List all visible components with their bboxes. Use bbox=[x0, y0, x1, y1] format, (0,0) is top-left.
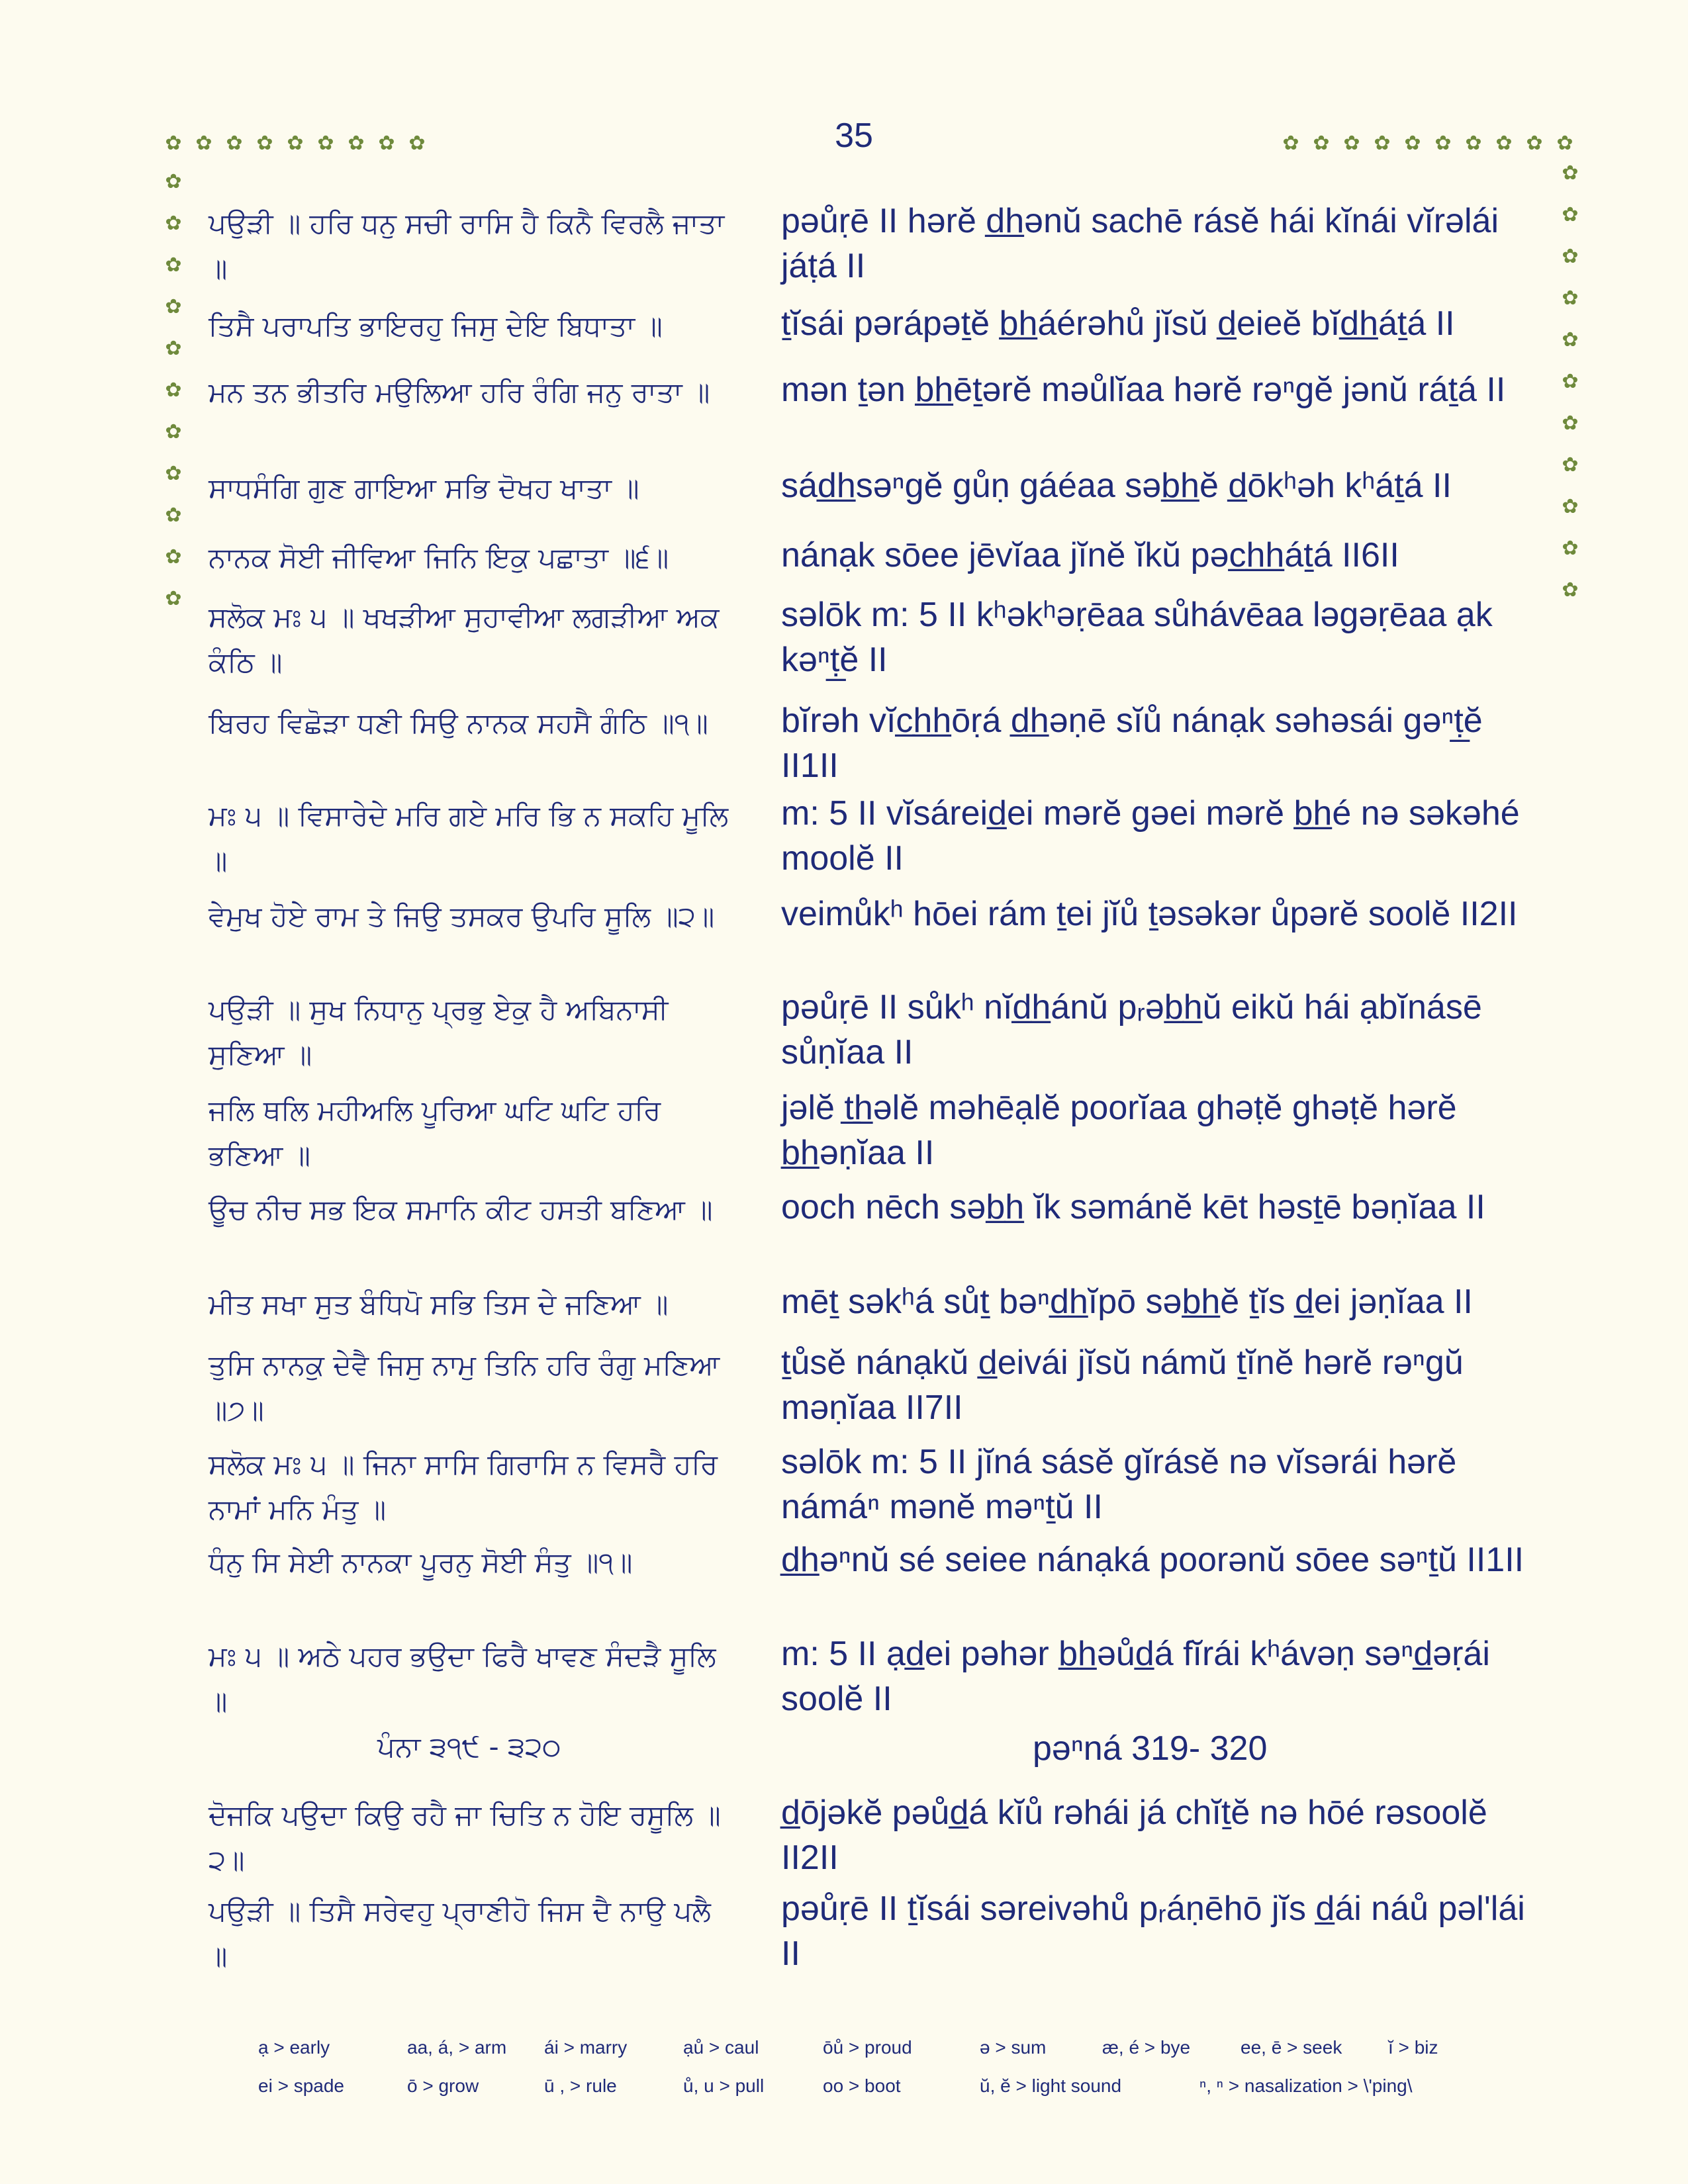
transliteration-line: pəůṛē II hərĕ d̲h̲ənŭ sachē rásĕ hái kĭnái vĭrəlái jáṭá II bbox=[781, 202, 1499, 285]
gurmukhi-line: ਜਲਿ ਥਲਿ ਮਹੀਅਲਿ ਪੂਰਿਆ ਘਟਿ ਘਟਿ ਹਰਿ ਭਣਿਆ ॥ bbox=[209, 1094, 661, 1171]
gurmukhi-line: ਸਲੋਕ ਮਃ ੫ ॥ ਜਿਨਾ ਸਾਸਿ ਗਿਰਾਸਿ ਨ ਵਿਸਰੈ ਹਰਿ ਨਾਮਾਂ ਮਨਿ ਮੰਤੁ ॥ bbox=[209, 1448, 718, 1525]
transliteration-line: ṯĭsái pərápəṯĕ b̲h̲áérəhů jĭsŭ d̲eieĕ bĭd̲h̲áṯá II bbox=[781, 304, 1455, 343]
flower-ornament-icon: ✿ bbox=[1562, 203, 1579, 226]
gurmukhi-line: ਪਉੜੀ ॥ ਸੁਖ ਨਿਧਾਨੁ ਪ੍ਰਭੁ ਏਕੁ ਹੈ ਅਬਿਨਾਸੀ ਸੁਣਿਆ ॥ bbox=[209, 993, 669, 1071]
key-entry: æ, é > bye bbox=[1102, 2037, 1191, 2058]
transliteration-line: ooch nēch səb̲h̲ ĭk səmánĕ kēt həsṯē bəṇĭaa II bbox=[781, 1188, 1485, 1226]
flower-ornament-icon: ✿ bbox=[348, 132, 365, 155]
gurmukhi-line: ਤੁਸਿ ਨਾਨਕੁ ਦੇਵੈ ਜਿਸੁ ਨਾਮੁ ਤਿਨਿ ਹਰਿ ਰੰਗੁ ਮਣਿਆ ॥੭॥ bbox=[209, 1349, 720, 1426]
flower-ornament-icon: ✿ bbox=[165, 420, 182, 443]
flower-ornament-icon: ✿ bbox=[1562, 453, 1579, 477]
gurmukhi-line: ਮਨ ਤਨ ਭੀਤਰਿ ਮਉਲਿਆ ਹਰਿ ਰੰਗਿ ਜਨੁ ਰਾਤਾ ॥ bbox=[209, 376, 710, 408]
flower-ornament-icon: ✿ bbox=[1562, 495, 1579, 518]
key-entry: aa, á, > arm bbox=[407, 2037, 507, 2058]
transliteration-line: m: 5 II vĭsáreid̲ei mərĕ gəei mərĕ b̲h̲é nə səkəhé moolĕ II bbox=[781, 794, 1520, 878]
gurmukhi-line: ਪਉੜੀ ॥ ਤਿਸੈ ਸਰੇਵਹੁ ਪ੍ਰਾਣੀਹੋ ਜਿਸ ਦੈ ਨਾਉ ਪਲੈ ॥ bbox=[209, 1895, 711, 1972]
flower-ornament-icon: ✿ bbox=[165, 295, 182, 318]
gurmukhi-line: ਨਾਨਕ ਸੋਈ ਜੀਵਿਆ ਜਿਨਿ ਇਕੁ ਪਛਾਤਾ ॥੬॥ bbox=[209, 541, 669, 574]
gurmukhi-line: ਦੋਜਕਿ ਪਉਦਾ ਕਿਉ ਰਹੈ ਜਾ ਚਿਤਿ ਨ ਹੋਇ ਰਸੂਲਿ ॥੨॥ bbox=[209, 1799, 721, 1876]
transliteration-line: bĭrəh vĭc̲h̲h̲ōṛá d̲h̲əṇē sĭů nánạk səhəsái gəⁿṭ̲ĕ II1II bbox=[781, 702, 1483, 785]
key-entry: ái > marry bbox=[544, 2037, 628, 2058]
flower-ornament-icon: ✿ bbox=[1465, 132, 1482, 155]
key-entry: ə > sum bbox=[980, 2037, 1047, 2058]
gurmukhi-line: ਊਚ ਨੀਚ ਸਭ ਇਕ ਸਮਾਨਿ ਕੀਟ ਹਸਤੀ ਬਣਿਆ ॥ bbox=[209, 1193, 713, 1226]
key-entry: ee, ē > seek bbox=[1241, 2037, 1342, 2058]
transliteration-line: mən ṯən b̲h̲ēṯərĕ məůlĭaa hərĕ rəⁿgĕ jənŭ ráṯá II bbox=[781, 371, 1506, 409]
flower-ornament-icon: ✿ bbox=[165, 212, 182, 235]
flower-ornament-icon: ✿ bbox=[165, 132, 182, 155]
flower-ornament-icon: ✿ bbox=[1282, 132, 1299, 155]
page-marker-transliteration: pəⁿná 319- 320 bbox=[1033, 1729, 1268, 1768]
flower-ornament-icon: ✿ bbox=[1374, 132, 1391, 155]
flower-ornament-icon: ✿ bbox=[317, 132, 334, 155]
flower-ornament-icon: ✿ bbox=[378, 132, 395, 155]
flower-ornament-icon: ✿ bbox=[195, 132, 212, 155]
flower-ornament-icon: ✿ bbox=[165, 379, 182, 402]
flower-ornament-icon: ✿ bbox=[408, 132, 426, 155]
transliteration-line: d̲h̲əⁿnŭ sé seiee nánạká poorənŭ sōee səⁿṯŭ II1II bbox=[781, 1541, 1524, 1579]
flower-ornament-icon: ✿ bbox=[165, 545, 182, 569]
gurmukhi-line: ਮਃ ੫ ॥ ਵਿਸਾਰੇਦੇ ਮਰਿ ਗਏ ਮਰਿ ਭਿ ਨ ਸਕਹਿ ਮੂਲਿ ॥ bbox=[209, 799, 729, 877]
gurmukhi-line: ਧੰਨੁ ਸਿ ਸੇਈ ਨਾਨਕਾ ਪੂਰਨੁ ਸੋਈ ਸੰਤੁ ॥੧॥ bbox=[209, 1546, 633, 1578]
flower-ornament-icon: ✿ bbox=[165, 462, 182, 485]
flower-ornament-icon: ✿ bbox=[1562, 245, 1579, 268]
transliteration-line: səlōk m: 5 II jĭná sásĕ gĭrásĕ nə vĭsərái hərĕ námáⁿ mənĕ məⁿṯŭ II bbox=[781, 1443, 1457, 1526]
flower-ornament-icon: ✿ bbox=[1526, 132, 1543, 155]
transliteration-line: ṯůsĕ nánạkŭ d̲eivái jĭsŭ námŭ ṯĭnĕ hərĕ rəⁿgŭ məṇĭaa II7II bbox=[781, 1343, 1464, 1427]
flower-ornament-icon: ✿ bbox=[165, 253, 182, 277]
transliteration-line: pəůṛē II ṯĭsái səreivəhů pᵣáṇēhō jĭs d̲ái náů pəl'lái II bbox=[781, 1889, 1525, 1973]
key-entry: ạ > early bbox=[258, 2037, 330, 2058]
key-entry: ĭ > biz bbox=[1388, 2037, 1438, 2058]
flower-ornament-icon: ✿ bbox=[256, 132, 273, 155]
transliteration-line: pəůṛē II sůkʰ nĭd̲h̲ánŭ pᵣəb̲h̲ŭ eikŭ hái ạbĭnásē sůṇĭaa II bbox=[781, 988, 1482, 1071]
flower-ornament-icon: ✿ bbox=[1434, 132, 1452, 155]
gurmukhi-line: ਪਉੜੀ ॥ ਹਰਿ ਧਨੁ ਸਚੀ ਰਾਸਿ ਹੈ ਕਿਨੈ ਵਿਰਲੈ ਜਾਤਾ ॥ bbox=[209, 207, 725, 285]
flower-ornament-icon: ✿ bbox=[1562, 537, 1579, 560]
transliteration-line: sád̲h̲səⁿgĕ gůṇ gáéaa səb̲h̲ĕ d̲ōkʰəh kʰáṯá II bbox=[781, 467, 1452, 505]
gurmukhi-line: ਮਃ ੫ ॥ ਅਠੇ ਪਹਰ ਭਉਦਾ ਫਿਰੈ ਖਾਵਣ ਸੰਦੜੈ ਸੂਲਿ ॥ bbox=[209, 1640, 716, 1717]
flower-ornament-icon: ✿ bbox=[1562, 161, 1579, 185]
key-entry: ạů > caul bbox=[683, 2037, 759, 2058]
key-entry: oo > boot bbox=[823, 2075, 901, 2096]
gurmukhi-line: ਮੀਤ ਸਖਾ ਸੁਤ ਬੰਧਿਪੋ ਸਭਿ ਤਿਸ ਦੇ ਜਣਿਆ ॥ bbox=[209, 1288, 669, 1320]
transliteration-line: jəlĕ t̲h̲əlĕ məhēạlĕ poorĭaa ghəṭĕ ghəṭĕ hərĕ b̲h̲əṇĭaa II bbox=[781, 1089, 1457, 1172]
gurmukhi-line: ਬਿਰਹ ਵਿਛੋੜਾ ਧਣੀ ਸਿਉ ਨਾਨਕ ਸਹਸੈ ਗੰਠਿ ॥੧॥ bbox=[209, 707, 708, 739]
flower-ornament-icon: ✿ bbox=[287, 132, 304, 155]
flower-ornament-icon: ✿ bbox=[1404, 132, 1421, 155]
transliteration-line: m: 5 II ạd̲ei pəhər b̲h̲əůd̲á fĭrái kʰávəṇ səⁿd̲əṛái soolĕ II bbox=[781, 1635, 1490, 1718]
flower-ornament-icon: ✿ bbox=[1562, 370, 1579, 393]
key-entry: ō > grow bbox=[407, 2075, 479, 2096]
transliteration-line: səlōk m: 5 II kʰəkʰəṛēaa sůhávēaa ləgəṛēaa ạk kəⁿṭ̲ĕ II bbox=[781, 596, 1493, 679]
gurmukhi-line: ਸਾਧਸੰਗਿ ਗੁਣ ਗਾਇਆ ਸਭਿ ਦੋਖਹ ਖਾਤਾ ॥ bbox=[209, 472, 639, 504]
gurmukhi-line: ਵੇਮੁਖ ਹੋਏ ਰਾਮ ਤੇ ਜਿਉ ਤਸਕਰ ਉਪਰਿ ਸੂਲਿ ॥੨॥ bbox=[209, 900, 715, 933]
key-entry: ⁿ, ⁿ > nasalization > \'ping\ bbox=[1199, 2075, 1413, 2096]
transliteration-line: veimůkʰ hōei rám ṯei jĭů ṯəsəkər ůpərĕ soolĕ II2II bbox=[781, 895, 1518, 933]
flower-ornament-icon: ✿ bbox=[165, 170, 182, 193]
flower-ornament-icon: ✿ bbox=[1556, 132, 1573, 155]
flower-ornament-icon: ✿ bbox=[1495, 132, 1513, 155]
key-entry: ōů > proud bbox=[823, 2037, 912, 2058]
flower-ornament-icon: ✿ bbox=[165, 587, 182, 610]
gurmukhi-line: ਤਿਸੈ ਪਰਾਪਤਿ ਭਾਇਰਹੁ ਜਿਸੁ ਦੇਇ ਬਿਧਾਤਾ ॥ bbox=[209, 310, 663, 342]
flower-ornament-icon: ✿ bbox=[165, 337, 182, 360]
transliteration-line: d̲ōjəkĕ pəůd̲á kĭů rəhái já chĭṯĕ nə hōé rəsoolĕ II2II bbox=[781, 1794, 1487, 1877]
key-entry: ŭ, ĕ > light sound bbox=[980, 2075, 1122, 2096]
flower-ornament-icon: ✿ bbox=[1562, 328, 1579, 351]
key-entry: ū , > rule bbox=[544, 2075, 617, 2096]
key-entry: ů, u > pull bbox=[683, 2075, 765, 2096]
flower-ornament-icon: ✿ bbox=[1313, 132, 1330, 155]
flower-ornament-icon: ✿ bbox=[1343, 132, 1360, 155]
transliteration-line: nánạk sōee jēvĭaa jĭnĕ ĭkŭ pəc̲h̲h̲áṯá II6II bbox=[781, 536, 1399, 574]
page-number: 35 bbox=[835, 116, 873, 155]
key-entry: ei > spade bbox=[258, 2075, 344, 2096]
flower-ornament-icon: ✿ bbox=[165, 504, 182, 527]
transliteration-line: mēṯ səkʰá sůṯ bəⁿd̲h̲ĭpō səb̲h̲ĕ ṯĭs d̲ei jəṇĭaa II bbox=[781, 1283, 1473, 1321]
flower-ornament-icon: ✿ bbox=[1562, 578, 1579, 602]
gurmukhi-line: ਸਲੋਕ ਮਃ ੫ ॥ ਖਖੜੀਆ ਸੁਹਾਵੀਆ ਲਗੜੀਆ ਅਕ ਕੰਠਿ ॥ bbox=[209, 601, 720, 678]
flower-ornament-icon: ✿ bbox=[1562, 412, 1579, 435]
flower-ornament-icon: ✿ bbox=[1562, 287, 1579, 310]
flower-ornament-icon: ✿ bbox=[226, 132, 243, 155]
page-marker-gurmukhi: ਪੰਨਾ ੩੧੯ - ੩੨੦ bbox=[377, 1731, 561, 1763]
